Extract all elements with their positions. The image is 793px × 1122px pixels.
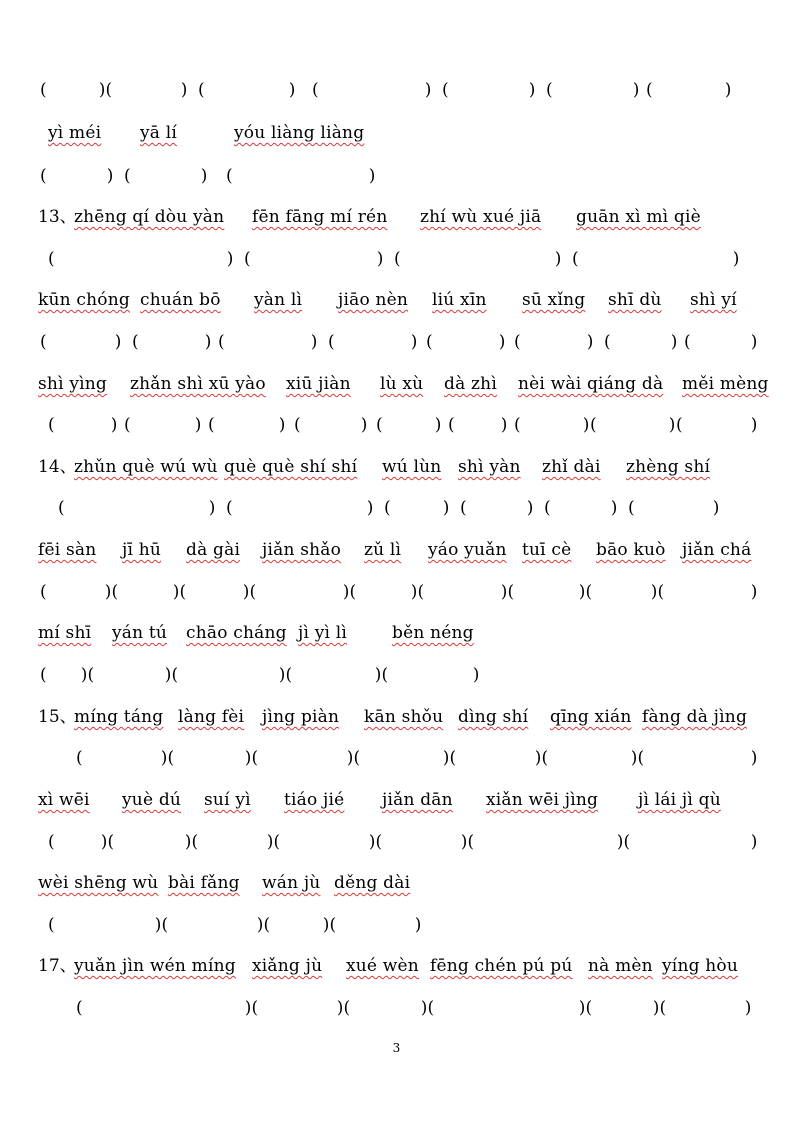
- pinyin-word: sū xǐng: [522, 290, 586, 310]
- paren: ): [740, 748, 758, 768]
- pinyin-word: què què shí shí: [224, 457, 358, 477]
- pinyin-row: [0, 290, 793, 330]
- pinyin-row: [0, 707, 793, 747]
- pinyin-word: mí shī: [38, 623, 92, 643]
- paren: (: [312, 80, 319, 100]
- paren: )(: [358, 832, 383, 852]
- pinyin-word: yuǎn jìn wén míng: [74, 956, 236, 976]
- paren: (: [244, 249, 251, 269]
- pinyin-word: xiū jiàn: [286, 374, 351, 394]
- paren: (: [572, 249, 579, 269]
- paren: )(: [568, 582, 593, 602]
- paren: (: [676, 415, 683, 435]
- page-number: 3: [392, 1041, 401, 1055]
- question-number: 13、: [38, 207, 77, 227]
- paren: ): [170, 80, 188, 100]
- paren: ): [740, 832, 758, 852]
- paren: )(: [234, 998, 259, 1018]
- paren: (: [218, 332, 225, 352]
- pinyin-word: xì wēi: [38, 790, 90, 810]
- pinyin-word: guān xì mì qiè: [576, 207, 701, 227]
- paren: (: [48, 249, 55, 269]
- paren: )(: [144, 915, 169, 935]
- paren: )(: [524, 748, 549, 768]
- paren: (: [514, 415, 521, 435]
- answer-paren-row: [0, 998, 793, 1038]
- answer-paren-row: [0, 80, 793, 120]
- pinyin-word: liú xīn: [432, 290, 487, 310]
- paren: ): [490, 415, 508, 435]
- question-number: 14、: [38, 457, 77, 477]
- paren: )(: [620, 748, 645, 768]
- paren: (: [604, 332, 611, 352]
- paren: )(: [640, 582, 665, 602]
- pinyin-word: měi mèng: [682, 374, 769, 394]
- pinyin-word: dà gài: [186, 540, 241, 560]
- paren: ): [190, 166, 208, 186]
- paren: (: [394, 249, 401, 269]
- paren: (: [124, 415, 131, 435]
- paren: ): [660, 332, 678, 352]
- paren: )(: [332, 582, 357, 602]
- paren: (: [226, 498, 233, 518]
- pinyin-word: nèi wài qiáng dà: [518, 374, 664, 394]
- paren: )(: [336, 748, 361, 768]
- pinyin-word: jì yì lì: [298, 623, 348, 643]
- pinyin-word: yáo yuǎn: [428, 540, 507, 560]
- paren: )(: [490, 582, 515, 602]
- paren: )(: [88, 80, 113, 100]
- paren: (: [48, 832, 55, 852]
- paren: ): [544, 249, 562, 269]
- pinyin-row: [0, 873, 793, 913]
- question-number: 15、: [38, 707, 77, 727]
- answer-paren-row: [0, 249, 793, 289]
- paren: (: [40, 665, 47, 685]
- paren: ): [414, 80, 432, 100]
- paren: (: [328, 332, 335, 352]
- pinyin-word: jì lái jì qù: [638, 790, 721, 810]
- answer-paren-row: [0, 415, 793, 455]
- pinyin-row: [0, 623, 793, 663]
- pinyin-word: chuán bō: [140, 290, 221, 310]
- pinyin-word: zǔ lì: [364, 540, 402, 560]
- pinyin-row: [0, 123, 793, 163]
- pinyin-word: fēi sàn: [38, 540, 97, 560]
- pinyin-word: dà zhì: [444, 374, 497, 394]
- paren: (: [684, 332, 691, 352]
- paren: (: [48, 915, 55, 935]
- paren: ): [740, 332, 758, 352]
- paren: )(: [154, 665, 179, 685]
- pinyin-word: shì yàn: [458, 457, 521, 477]
- paren: ): [198, 498, 216, 518]
- pinyin-word: dìng shí: [458, 707, 529, 727]
- pinyin-row: [0, 956, 793, 996]
- paren: ): [400, 332, 418, 352]
- paren: )(: [232, 582, 257, 602]
- paren: )(: [90, 832, 115, 852]
- paren: ): [622, 80, 640, 100]
- pinyin-row: [0, 457, 793, 497]
- pinyin-word: wán jù: [262, 873, 321, 893]
- paren: (: [514, 332, 521, 352]
- paren: )(: [312, 915, 337, 935]
- answer-paren-row: [0, 582, 793, 622]
- paren: (: [40, 582, 47, 602]
- paren: ): [424, 415, 442, 435]
- paren: (: [132, 332, 139, 352]
- paren: (: [208, 415, 215, 435]
- paren: )(: [326, 998, 351, 1018]
- paren: )(: [642, 998, 667, 1018]
- pinyin-word: děng dài: [334, 873, 411, 893]
- paren: ): [572, 415, 590, 435]
- paren: ): [600, 498, 618, 518]
- pinyin-row: [0, 374, 793, 414]
- pinyin-word: xué wèn: [346, 956, 419, 976]
- paren: )(: [400, 582, 425, 602]
- paren: ): [462, 665, 480, 685]
- paren: ): [300, 332, 318, 352]
- paren: )(: [450, 832, 475, 852]
- pinyin-word: jiǎn chá: [682, 540, 752, 560]
- paren: )(: [410, 998, 435, 1018]
- paren: (: [544, 498, 551, 518]
- paren: )(: [568, 998, 593, 1018]
- pinyin-word: tiáo jié: [284, 790, 345, 810]
- answer-paren-row: [0, 665, 793, 705]
- pinyin-word: zhèng shí: [626, 457, 711, 477]
- paren: (: [628, 498, 635, 518]
- pinyin-word: jìng piàn: [262, 707, 340, 727]
- question-number: 17、: [38, 956, 77, 976]
- paren: )(: [174, 832, 199, 852]
- paren: ): [100, 415, 118, 435]
- answer-paren-row: [0, 332, 793, 372]
- paren: (: [58, 498, 65, 518]
- paren: (: [384, 498, 391, 518]
- pinyin-word: yàn lì: [254, 290, 303, 310]
- paren: (: [376, 415, 383, 435]
- paren: ): [734, 998, 752, 1018]
- paren: (: [546, 80, 553, 100]
- answer-paren-row: [0, 166, 793, 206]
- paren: )(: [70, 665, 95, 685]
- pinyin-word: làng fèi: [178, 707, 245, 727]
- pinyin-word: chāo cháng: [186, 623, 287, 643]
- paren: (: [76, 748, 83, 768]
- pinyin-word: yóu liàng liàng: [234, 123, 365, 143]
- paren: )(: [234, 748, 259, 768]
- pinyin-word: fēn fāng mí rén: [252, 207, 388, 227]
- paren: )(: [94, 582, 119, 602]
- pinyin-word: míng táng: [74, 707, 164, 727]
- paren: (: [40, 332, 47, 352]
- pinyin-word: xiǎn wēi jìng: [486, 790, 599, 810]
- paren: ): [576, 332, 594, 352]
- pinyin-word: jī hū: [122, 540, 162, 560]
- paren: ): [194, 332, 212, 352]
- paren: ): [518, 80, 536, 100]
- paren: )(: [364, 665, 389, 685]
- pinyin-word: tuī cè: [522, 540, 572, 560]
- paren: )(: [150, 748, 175, 768]
- pinyin-word: jiǎn dān: [382, 790, 453, 810]
- pinyin-word: zhǔn què wú wù: [74, 457, 218, 477]
- paren: )(: [256, 832, 281, 852]
- paren: (: [442, 80, 449, 100]
- paren: (: [48, 415, 55, 435]
- paren: ): [714, 80, 732, 100]
- pinyin-word: yíng hòu: [662, 956, 739, 976]
- pinyin-row: [0, 207, 793, 247]
- paren: (: [198, 80, 205, 100]
- paren: )(: [162, 582, 187, 602]
- pinyin-word: yā lí: [140, 123, 178, 143]
- paren: )(: [606, 832, 631, 852]
- paren: ): [358, 166, 376, 186]
- paren: ): [722, 249, 740, 269]
- pinyin-word: shì yìng: [38, 374, 107, 394]
- pinyin-word: yán tú: [112, 623, 168, 643]
- paren: ): [278, 80, 296, 100]
- answer-paren-row: [0, 748, 793, 788]
- paren: (: [40, 166, 47, 186]
- pinyin-word: zhǐ dài: [542, 457, 601, 477]
- paren: ): [356, 498, 374, 518]
- pinyin-word: suí yì: [204, 790, 251, 810]
- pinyin-word: zhǎn shì xū yào: [130, 374, 266, 394]
- paren: (: [590, 415, 597, 435]
- pinyin-word: kān shǒu: [364, 707, 444, 727]
- paren: ): [366, 249, 384, 269]
- pinyin-word: zhí wù xué jiā: [420, 207, 542, 227]
- paren: ): [268, 415, 286, 435]
- paren: ): [350, 415, 368, 435]
- pinyin-word: fàng dà jìng: [642, 707, 748, 727]
- pinyin-word: fēng chén pú pú: [430, 956, 573, 976]
- paren: ): [404, 915, 422, 935]
- pinyin-word: shī dù: [608, 290, 662, 310]
- pinyin-word: yuè dú: [122, 790, 182, 810]
- pinyin-word: zhēng qí dòu yàn: [74, 207, 225, 227]
- pinyin-word: bāo kuò: [596, 540, 666, 560]
- paren: (: [76, 998, 83, 1018]
- paren: ): [432, 498, 450, 518]
- pinyin-word: wú lùn: [382, 457, 442, 477]
- paren: (: [460, 498, 467, 518]
- pinyin-word: yì méi: [48, 123, 102, 143]
- paren: ): [516, 498, 534, 518]
- paren: ): [96, 166, 114, 186]
- paren: (: [426, 332, 433, 352]
- pinyin-word: shì yí: [690, 290, 737, 310]
- pinyin-word: kūn chóng: [38, 290, 130, 310]
- answer-paren-row: [0, 915, 793, 955]
- pinyin-word: lù xù: [380, 374, 424, 394]
- pinyin-word: jiāo nèn: [338, 290, 409, 310]
- paren: (: [294, 415, 301, 435]
- pinyin-word: wèi shēng wù: [38, 873, 159, 893]
- paren: (: [124, 166, 131, 186]
- paren: (: [448, 415, 455, 435]
- paren: ): [658, 415, 676, 435]
- pinyin-row: [0, 790, 793, 830]
- pinyin-word: xiǎng jù: [252, 956, 323, 976]
- pinyin-word: jiǎn shǎo: [262, 540, 342, 560]
- paren: ): [216, 249, 234, 269]
- paren: )(: [268, 665, 293, 685]
- paren: ): [104, 332, 122, 352]
- paren: ): [702, 498, 720, 518]
- paren: )(: [246, 915, 271, 935]
- answer-paren-row: [0, 832, 793, 872]
- paren: ): [488, 332, 506, 352]
- paren: ): [184, 415, 202, 435]
- paren: ): [740, 415, 758, 435]
- paren: ): [740, 582, 758, 602]
- pinyin-row: [0, 540, 793, 580]
- paren: (: [646, 80, 653, 100]
- pinyin-word: nà mèn: [588, 956, 653, 976]
- paren: )(: [432, 748, 457, 768]
- paren: (: [226, 166, 233, 186]
- pinyin-word: běn néng: [392, 623, 474, 643]
- answer-paren-row: [0, 498, 793, 538]
- pinyin-word: bài fǎng: [168, 873, 240, 893]
- paren: (: [40, 80, 47, 100]
- pinyin-word: qīng xián: [550, 707, 632, 727]
